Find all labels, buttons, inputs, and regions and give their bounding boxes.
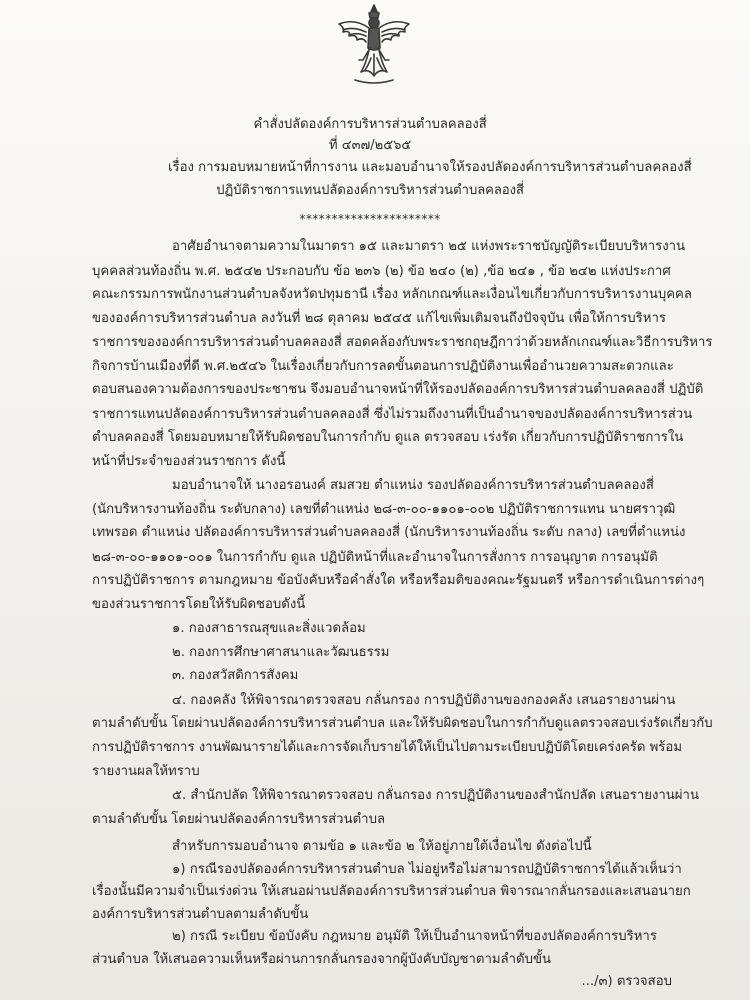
- paragraph-line: ตามลำดับขั้น โดยผ่านปลัดองค์การบริหารส่วนตำบล: [92, 811, 386, 827]
- paragraph-line: เรื่องนั้นมีความจำเป็นเร่งด่วน ให้เสนอผ่านปลัดองค์การบริหารส่วนตำบล พิจารณากลั่นกรองและเสนอนายก: [92, 884, 691, 900]
- paragraph-line: ตำบลคลองสี่ โดยมอบหมายให้รับผิดชอบในการกำกับ ดูแล ตรวจสอบ เร่งรัด เกี่ยวกับการปฏิบัติราชการใน: [92, 430, 684, 446]
- paragraph-line: คณะกรรมการพนักงานส่วนตำบลจังหวัดปทุมธานี เรื่อง หลักเกณฑ์และเงื่อนไขเกี่ยวกับการบริหารงานบุคคล: [92, 287, 692, 303]
- subject-line-1: เรื่อง การมอบหมายหน้าที่การงาน และมอบอำนาจให้รองปลัดองค์การบริหารส่วนตำบลคลองสี่: [168, 160, 692, 175]
- order-number: ที่ ๔๓๗/๒๕๖๕: [329, 138, 412, 153]
- list-item: ๒. กองการศึกษาศาสนาและวัฒนธรรม: [172, 645, 390, 661]
- garuda-emblem-icon: [333, 2, 415, 88]
- paragraph-line: ขององค์การบริหารส่วนตำบล ลงวันที่ ๒๘ ตุลาคม ๒๕๔๕ แก้ไขเพิ่มเติมจนถึงปัจจุบัน เพื่อให้การบริหาร: [92, 311, 666, 327]
- paragraph-line: กิจการบ้านเมืองที่ดี พ.ศ.๒๕๔๖ ในเรื่องเกี่ยวกับการลดขั้นตอนการปฏิบัติงานเพื่ออำนวยความสะดวกและ: [92, 359, 674, 375]
- paragraph-line: ตามลำดับขั้น โดยผ่านปลัดองค์การบริหารส่วนตำบล และให้รับผิดชอบในการกำกับดูแลตรวจสอบเร่งรัดเกี่ยวกับ: [92, 716, 713, 732]
- paragraph-line: องค์การบริหารส่วนตำบลตามลำดับขั้น: [92, 906, 309, 922]
- paragraph-line: ของส่วนราชการโดยให้รับผิดชอบดังนี้: [92, 597, 306, 613]
- paragraph-line: มอบอำนาจให้ นางอรอนงค์ สมสวย ตำแหน่ง รองปลัดองค์การบริหารส่วนตำบลคลองสี่: [172, 477, 654, 493]
- paragraph-line: หน้าที่ประจำของส่วนราชการ ดังนี้: [92, 454, 286, 470]
- paragraph-line: ตอบสนองความต้องการของประชาชน จึงมอบอำนาจหน้าที่ให้รองปลัดองค์การบริหารส่วนตำบลคลองสี่ ปฏิบัติ: [92, 382, 704, 398]
- paragraph-line: ๕. สำนักปลัด ให้พิจารณาตรวจสอบ กลั่นกรอง การปฏิบัติงานของสำนักปลัด เสนอรายงานผ่าน: [172, 788, 699, 804]
- paragraph-line: ๑) กรณีรองปลัดองค์การบริหารส่วนตำบล ไม่อยู่หรือไม่สามารถปฏิบัติราชการได้แล้วเห็นว่า: [172, 861, 682, 877]
- paragraph-line: บุคคลส่วนท้องถิ่น พ.ศ. ๒๕๔๒ ประกอบกับ ข้อ ๒๓๖ (๒) ข้อ ๒๔๐ (๒) ,ข้อ ๒๔๑ , ข้อ ๒๔๒ แห่งประกาศ: [92, 263, 671, 279]
- paragraph-line: ๔. กองคลัง ให้พิจารณาตรวจสอบ กลั่นกรอง การปฏิบัติงานของกองคลัง เสนอรายงานผ่าน: [172, 692, 676, 708]
- paragraph-line: (นักบริหารงานท้องถิ่น ระดับกลาง) เลขที่ตำแหน่ง ๒๘-๓-๐๐-๑๑๐๑-๐๐๒ ปฏิบัติราชการแทน นายศราวุฒิ: [92, 502, 676, 518]
- paragraph-line: การปฏิบัติราชการ งานพัฒนารายได้และการจัดเก็บรายได้ให้เป็นไปตามระเบียบปฏิบัติโดยเคร่งครัด พร้อม: [92, 740, 683, 756]
- list-item: ๑. กองสาธารณสุขและสิ่งแวดล้อม: [172, 620, 366, 636]
- conditions-intro: สำหรับการมอบอำนาจ ตามข้อ ๑ และข้อ ๒ ให้อยู่ภายใต้เงื่อนไข ดังต่อไปนี้: [172, 838, 592, 854]
- paragraph-line: การปฏิบัติราชการ ตามกฎหมาย ข้อบังคับหรือคำสั่งใด หรือหรือมติของคณะรัฐมนตรี หรือการดำเนินการต่างๆ: [92, 573, 705, 589]
- paragraph-line: รายงานผลให้ทราบ: [92, 763, 200, 779]
- list-item: ๓. กองสวัสดิการสังคม: [172, 668, 299, 684]
- paragraph-line: ส่วนตำบล ให้เสนอความเห็นหรือผ่านการกลั่นกรองจากผู้บังคับบัญชาตามลำดับขั้น: [92, 951, 551, 967]
- order-title: คำสั่งปลัดองค์การบริหารส่วนตำบลคลองสี่: [253, 117, 487, 132]
- paragraph-line: อาศัยอำนาจตามความในมาตรา ๑๕ และมาตรา ๒๕ แห่งพระราชบัญญัติระเบียบบริหารงาน: [172, 239, 686, 255]
- separator-stars: **********************: [299, 212, 441, 226]
- paragraph-line: ๒๘-๓-๐๐-๑๑๐๑-๐๐๑ ในการกำกับ ดูแล ปฏิบัติหน้าที่และอำนาจในการสั่งการ การอนุญาต การอนุมัติ: [92, 549, 658, 565]
- continuation-marker: .../๓) ตรวจสอบ: [581, 974, 672, 990]
- paragraph-line: ราชการแทนปลัดองค์การบริหารส่วนตำบลคลองสี่ ซึ่งไม่รวมถึงงานที่เป็นอำนาจของปลัดองค์การบริหารส่วน: [92, 406, 693, 422]
- paragraph-line: ๒) กรณี ระเบียบ ข้อบังคับ กฎหมาย อนุมัติ ให้เป็นอำนาจหน้าที่ของปลัดองค์การบริหาร: [172, 929, 657, 945]
- paragraph-line: ราชการขององค์การบริหารส่วนตำบลคลองสี่ สอดคล้องกับพระราชกฤษฎีกาว่าด้วยหลักเกณฑ์และวิธีการบริหาร: [92, 334, 713, 350]
- paragraph-line: เทพรอด ตำแหน่ง ปลัดองค์การบริหารส่วนตำบลคลองสี่ (นักบริหารงานท้องถิ่น ระดับ กลาง) เลขที่ตำแหน่ง: [92, 525, 686, 541]
- subject-line-2: ปฏิบัติราชการแทนปลัดองค์การบริหารส่วนตำบลคลองสี่: [216, 183, 524, 198]
